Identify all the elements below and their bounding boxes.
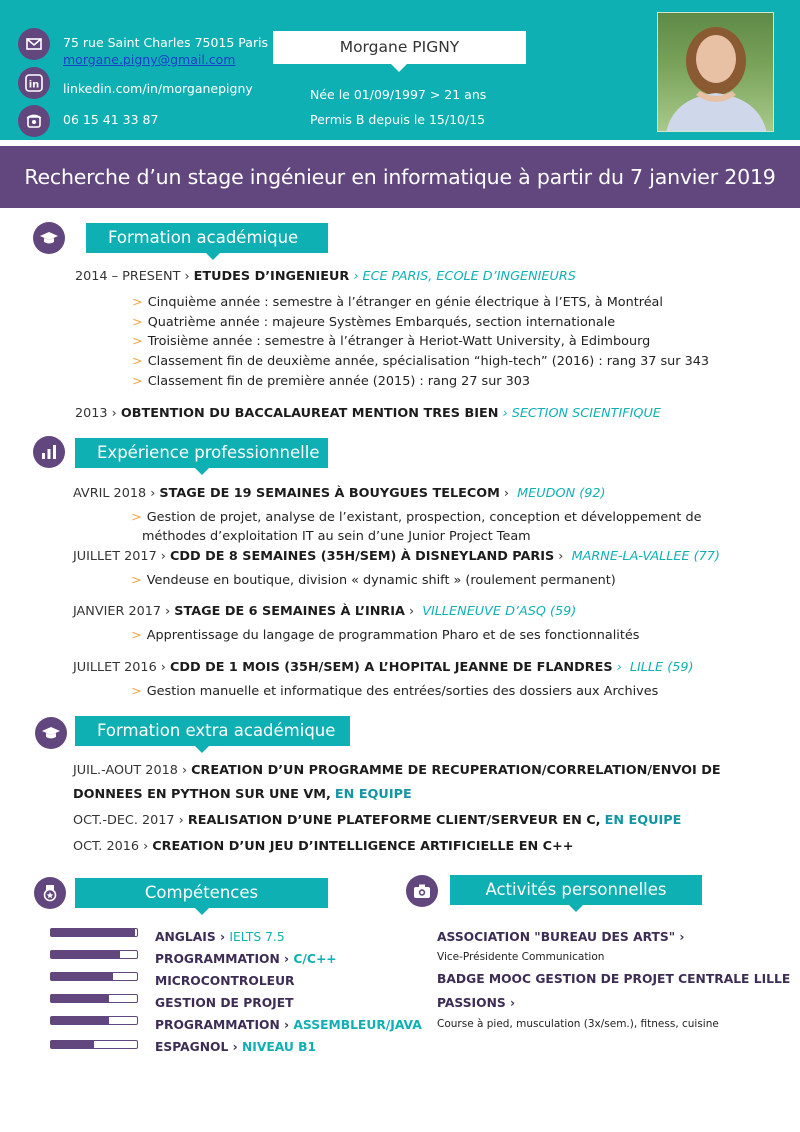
phone-icon	[18, 105, 50, 137]
experience-item-2: JUILLET 2017 › CDD DE 8 SEMAINES (35H/SEM) À DISNEYLAND PARIS › MARNE-LA-VALLEE (77)	[73, 549, 720, 564]
email-link[interactable]: morgane.pigny@gmail.com	[63, 52, 236, 67]
formation-item-2: 2013 › OBTENTION DU BACCALAUREAT MENTION TRES BIEN › SECTION SCIENTIFIQUE	[75, 406, 661, 421]
section-title-extra: Formation extra académique	[75, 716, 350, 746]
linkedin-icon	[18, 67, 50, 99]
experience-detail-1a: > Gestion de projet, analyse de l’existant, prospection, conception et développement de	[131, 510, 702, 525]
extra-item-3: OCT. 2016 › CREATION D’UN JEU D’INTELLIGENCE ARTIFICIELLE EN C++	[73, 839, 574, 854]
experience-detail-4: > Gestion manuelle et informatique des entrées/sorties des dossiers aux Archives	[131, 684, 659, 699]
graduation-cap-icon-2	[35, 717, 67, 749]
skill-3: MICROCONTROLEUR	[155, 974, 295, 988]
section-title-experience: Expérience professionnelle	[75, 438, 328, 468]
skill-bar-4	[50, 994, 138, 1003]
activity-passions: PASSIONS ›	[437, 996, 516, 1010]
formation-detail-2: > Quatrième année : majeure Systèmes Embarqués, section internationale	[132, 315, 616, 330]
extra-item-2: OCT.-DEC. 2017 › REALISATION D’UNE PLATEFORME CLIENT/SERVEUR EN C, EN EQUIPE	[73, 813, 682, 828]
section-title-formation: Formation académique	[86, 223, 328, 253]
skill-bar-1	[50, 928, 138, 937]
graduation-cap-icon	[33, 222, 65, 254]
skill-bar-2	[50, 950, 138, 959]
formation-item-1: 2014 – PRESENT › ETUDES D’INGENIEUR › ECE PARIS, ECOLE D’INGENIEURS	[75, 269, 576, 284]
skill-2: PROGRAMMATION › C/C++	[155, 952, 337, 966]
license-info: Permis B depuis le 15/10/15	[310, 112, 486, 127]
formation-detail-4: > Classement fin de deuxième année, spécialisation “high-tech” (2016) : rang 37 sur 343	[132, 354, 710, 369]
phone-number: 06 15 41 33 87	[63, 112, 159, 127]
profile-photo	[657, 12, 774, 132]
experience-detail-3: > Apprentissage du langage de programmation Pharo et de ses fonctionnalités	[131, 628, 640, 643]
birth-info: Née le 01/09/1997 > 21 ans	[310, 87, 487, 102]
section-title-skills: Compétences	[75, 878, 328, 908]
bar-chart-icon	[33, 436, 65, 468]
skill-1: ANGLAIS › IELTS 7.5	[155, 930, 285, 944]
formation-detail-3: > Troisième année : semestre à l’étranger à Heriot-Watt University, à Edimbourg	[132, 334, 651, 349]
skill-4: GESTION DE PROJET	[155, 996, 294, 1010]
experience-item-3: JANVIER 2017 › STAGE DE 6 SEMAINES À L’INRIA › VILLENEUVE D’ASQ (59)	[73, 604, 577, 619]
skill-6: ESPAGNOL › NIVEAU B1	[155, 1040, 317, 1054]
extra-item-1-cont: DONNEES EN PYTHON SUR UNE VM, EN EQUIPE	[73, 787, 412, 802]
skill-bar-5	[50, 1016, 138, 1025]
activity-association: ASSOCIATION "BUREAU DES ARTS" ›	[437, 930, 685, 944]
experience-detail-2: > Vendeuse en boutique, division « dynamic shift » (roulement permanent)	[131, 573, 616, 588]
svg-text:in: in	[28, 79, 40, 91]
linkedin-link[interactable]: linkedin.com/in/morganepigny	[63, 81, 253, 96]
camera-icon	[406, 875, 438, 907]
formation-detail-5: > Classement fin de première année (2015) : rang 27 sur 303	[132, 374, 531, 389]
section-title-activities: Activités personnelles	[450, 875, 702, 905]
skill-5: PROGRAMMATION › ASSEMBLEUR/JAVA	[155, 1018, 422, 1032]
activity-mooc: BADGE MOOC GESTION DE PROJET CENTRALE LILLE	[437, 972, 791, 986]
experience-detail-1b: méthodes d’exploitation IT au sein d’une Junior Project Team	[142, 529, 531, 544]
experience-item-4: JUILLET 2016 › CDD DE 1 MOIS (35H/SEM) A L’HOPITAL JEANNE DE FLANDRES › LILLE (59)	[73, 660, 694, 675]
formation-detail-1: > Cinquième année : semestre à l’étranger en génie électrique à l’ETS, à Montréal	[132, 295, 663, 310]
address: 75 rue Saint Charles 75015 Paris	[63, 35, 269, 50]
activity-association-role: Vice-Présidente Communication	[437, 951, 605, 963]
mail-icon	[18, 28, 50, 60]
medal-icon	[34, 877, 66, 909]
skill-bar-6	[50, 1040, 138, 1049]
headline: Recherche d’un stage ingénieur en informatique à partir du 7 janvier 2019	[24, 165, 776, 189]
skill-bar-3	[50, 972, 138, 981]
extra-item-1: JUIL.-AOUT 2018 › CREATION D’UN PROGRAMME DE RECUPERATION/CORRELATION/ENVOI DE	[73, 763, 721, 778]
experience-item-1: AVRIL 2018 › STAGE DE 19 SEMAINES À BOUYGUES TELECOM › MEUDON (92)	[73, 486, 606, 501]
activity-passions-list: Course à pied, musculation (3x/sem.), fitness, cuisine	[437, 1018, 719, 1030]
person-name: Morgane PIGNY	[273, 31, 526, 64]
